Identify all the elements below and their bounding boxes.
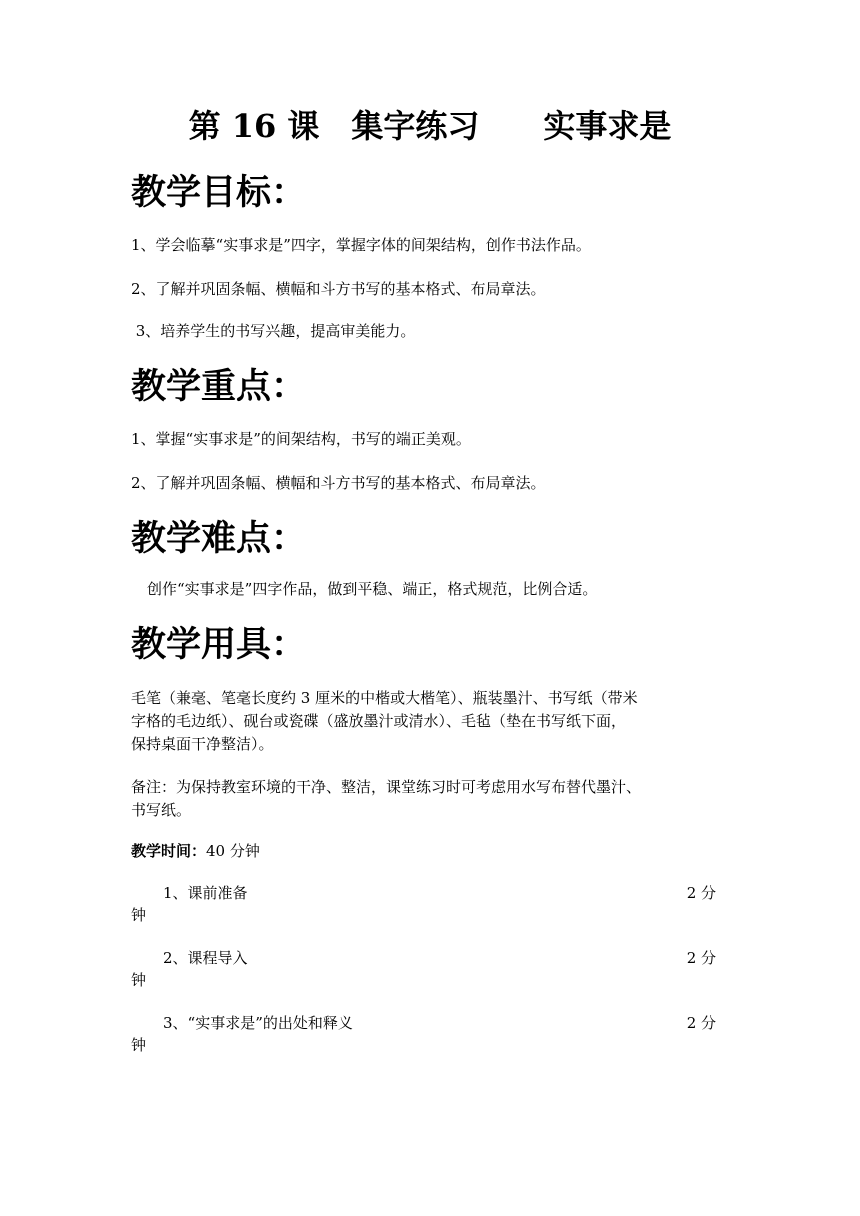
- tools-text-line: 毛笔（兼毫、笔毫长度约 3 厘米的中楷或大楷笔）、瓶装墨汁、书写纸（带米: [131, 689, 638, 707]
- teaching-time: [131, 840, 731, 862]
- tools-note-line: 书写纸。: [131, 801, 192, 819]
- objective-item: 1、学会临摹“实事求是”四字，掌握字体的间架结构，创作书法作品。: [131, 236, 591, 254]
- lesson-title: 第 16 课 集字练习 实事求是: [188, 107, 672, 145]
- objective-item: 3、培养学生的书写兴趣，提高审美能力。: [131, 322, 416, 340]
- schedule-duration: 2 分: [686, 949, 716, 967]
- schedule-duration: 2 分: [686, 884, 716, 902]
- tools-note-line: 备注：为保持教室环境的干净、整洁，课堂练习时可考虑用水写布替代墨汁、: [131, 778, 642, 796]
- schedule-label: 2、课程导入: [163, 949, 248, 967]
- difficulties-text: 创作“实事求是”四字作品，做到平稳、端正，格式规范，比例合适。: [147, 580, 598, 598]
- teaching-time-value: 40 分钟: [206, 842, 260, 860]
- schedule-unit: 钟: [131, 1036, 147, 1054]
- teaching-time-label: 教学时间：: [131, 842, 207, 860]
- difficulties-heading: 教学难点：: [131, 518, 307, 559]
- tools-heading: 教学用具：: [131, 624, 307, 665]
- schedule-label: 1、课前准备: [163, 884, 248, 902]
- tools-text-line: 字格的毛边纸）、砚台或瓷碟（盛放墨汁或清水）、毛毡（垫在书写纸下面，: [131, 712, 627, 730]
- schedule-unit: 钟: [131, 906, 147, 924]
- schedule-row: [131, 947, 716, 991]
- schedule-duration: 2 分: [686, 1014, 716, 1032]
- tools-text-line: 保持桌面干净整洁）。: [131, 735, 274, 753]
- schedule-row: [131, 882, 716, 926]
- objective-item: 2、了解并巩固条幅、横幅和斗方书写的基本格式、布局章法。: [131, 280, 546, 298]
- schedule-unit: 钟: [131, 971, 147, 989]
- key-point-item: 1、掌握“实事求是”的间架结构，书写的端正美观。: [131, 430, 471, 448]
- key-points-heading: 教学重点：: [131, 366, 307, 407]
- key-point-item: 2、了解并巩固条幅、横幅和斗方书写的基本格式、布局章法。: [131, 474, 546, 492]
- schedule-row: [131, 1012, 716, 1056]
- objectives-heading: 教学目标：: [131, 172, 307, 213]
- schedule-label: 3、“实事求是”的出处和释义: [163, 1014, 353, 1032]
